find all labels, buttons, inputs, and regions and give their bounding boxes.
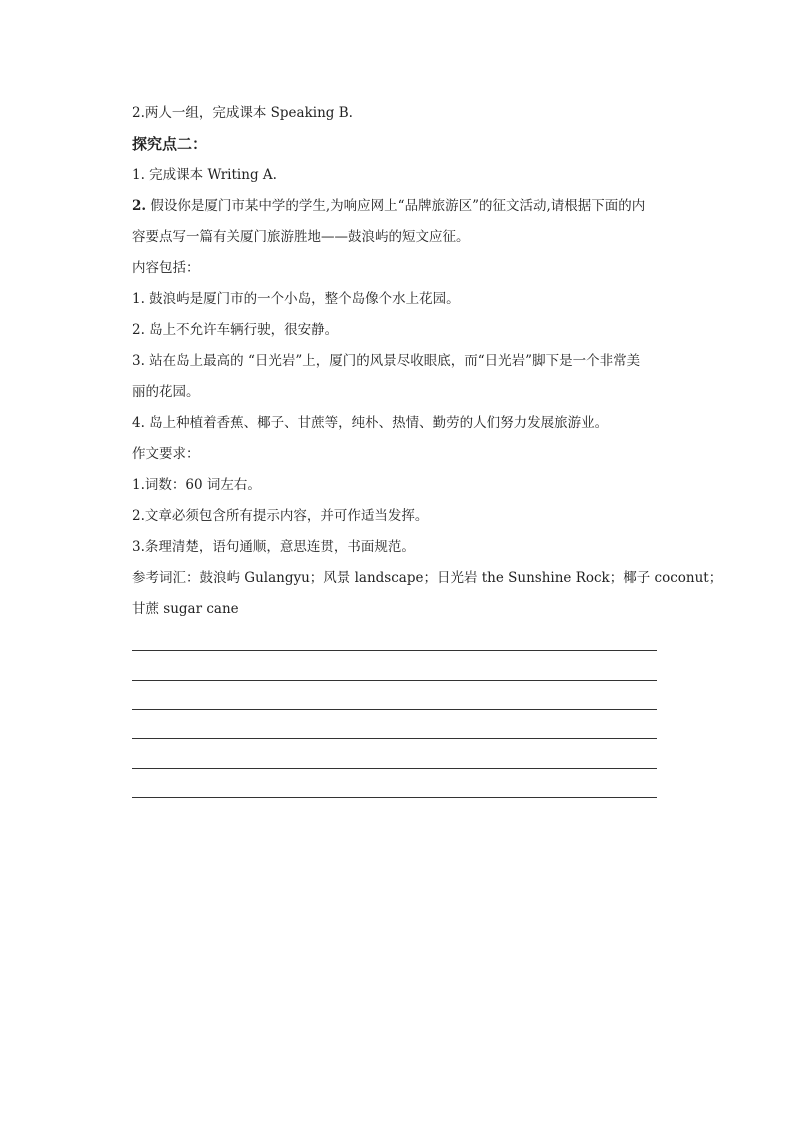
content-label: 内容包括： (132, 260, 200, 276)
answer-line (132, 650, 657, 651)
vocabulary-line: 参考词汇：鼓浪屿 Gulangyu；风景 landscape；日光岩 the Sunshine Rock；椰子 coconut； (132, 570, 723, 586)
task-prompt-continued: 容要点写一篇有关厦门旅游胜地——鼓浪屿的短文应征。 (132, 229, 470, 245)
task-number: 2. (132, 198, 147, 214)
requirement-1: 1.词数：60 词左右。 (132, 477, 261, 493)
requirement-2: 2.文章必须包含所有提示内容，并可作适当发挥。 (132, 508, 429, 524)
answer-line (132, 680, 657, 681)
task-line-speaking: 2.两人一组，完成课本 Speaking B. (132, 105, 353, 121)
answer-line (132, 709, 657, 710)
content-point-2: 2. 岛上不允许车辆行驶，很安静。 (132, 322, 339, 338)
content-point-4: 4. 岛上种植着香蕉、椰子、甘蔗等，纯朴、热情、勤劳的人们努力发展旅游业。 (132, 415, 609, 431)
section-heading: 探究点二： (132, 135, 208, 153)
vocabulary-line-continued: 甘蔗 sugar cane (132, 601, 239, 617)
answer-line (132, 738, 657, 739)
content-point-3: 3. 站在岛上最高的 “日光岩”上，厦门的风景尽收眼底，而“日光岩”脚下是一个非常美 (132, 353, 641, 369)
requirement-3: 3.条理清楚，语句通顺，意思连贯，书面规范。 (132, 539, 415, 555)
task-prompt-line (132, 191, 660, 222)
answer-line (132, 797, 657, 798)
document-body (132, 98, 723, 625)
task-prompt-text: 假设你是厦门市某中学的学生,为响应网上“品牌旅游区”的征文活动,请根据下面的内 (146, 198, 646, 214)
content-point-1: 1. 鼓浪屿是厦门市的一个小岛，整个岛像个水上花园。 (132, 291, 460, 307)
task-line-writing: 1. 完成课本 Writing A. (132, 167, 277, 183)
content-point-3-continued: 丽的花园。 (132, 384, 200, 400)
requirements-label: 作文要求： (132, 446, 200, 462)
answer-line (132, 768, 657, 769)
